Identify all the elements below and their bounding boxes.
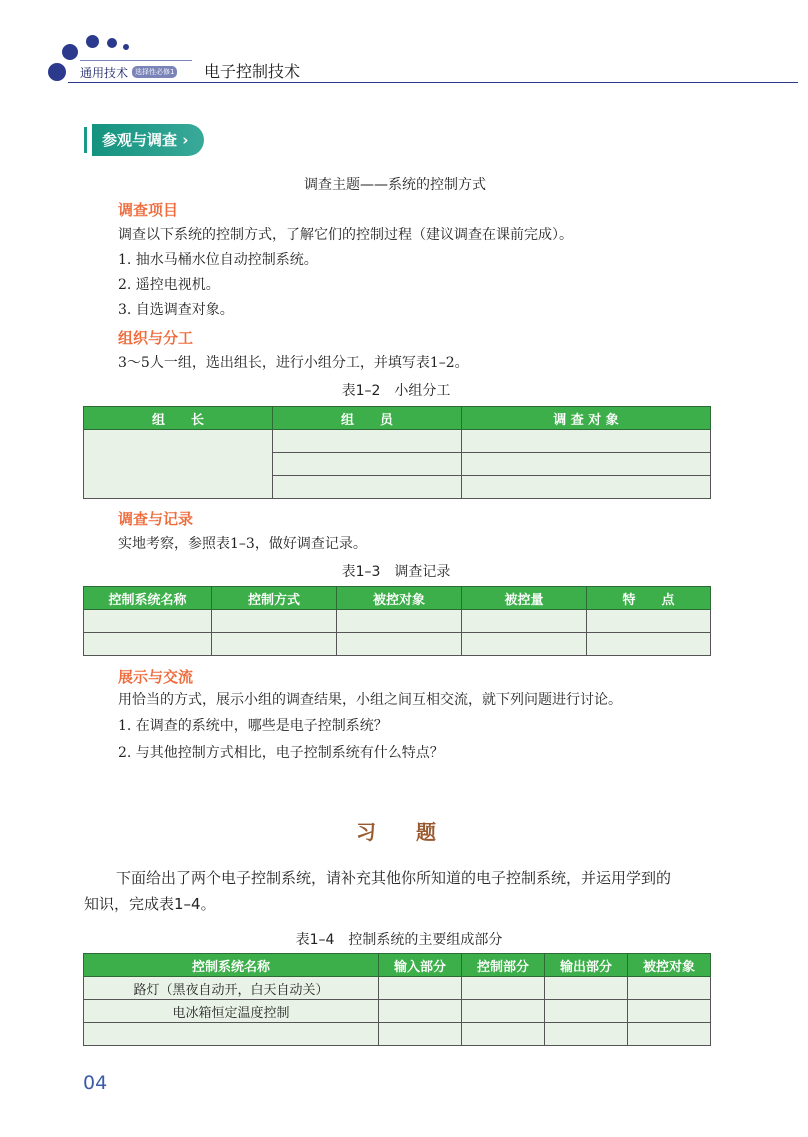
exercise-text-line2: 知识，完成表1–4。	[84, 895, 216, 913]
table-row	[84, 977, 711, 1000]
table-row	[84, 1000, 711, 1023]
column-header: 输入部分	[379, 954, 462, 977]
table-cell	[273, 453, 462, 476]
list-item: 3. 自选调查对象。	[118, 302, 234, 318]
section-tag	[84, 124, 204, 156]
table-cell	[462, 430, 711, 453]
heading-survey-items: 调查项目	[118, 201, 179, 219]
table-caption: 表1–2 小组分工	[341, 383, 451, 399]
table-cell	[273, 430, 462, 453]
page-number: 04	[83, 1072, 108, 1094]
components-table	[83, 953, 711, 1046]
column-header: 控制部分	[462, 954, 545, 977]
list-item: 2. 与其他控制方式相比，电子控制系统有什么特点？	[118, 745, 444, 761]
topic-title: 调查主题——系统的控制方式	[304, 177, 486, 193]
exercise-title: 习 题	[356, 820, 436, 844]
table-row	[84, 610, 711, 633]
column-header: 特 点	[587, 587, 711, 610]
column-header: 组 长	[84, 407, 273, 430]
table-cell	[273, 476, 462, 499]
table-row	[84, 633, 711, 656]
system-name-cell	[84, 1023, 379, 1046]
series-label: 通用技术	[80, 66, 129, 80]
organization-text: 3～5人一组，选出组长，进行小组分工，并填写表1–2。	[118, 355, 469, 371]
column-header: 控制方式	[212, 587, 337, 610]
column-header: 被控对象	[628, 954, 711, 977]
column-header: 控制系统名称	[84, 587, 212, 610]
record-text: 实地考察，参照表1–3，做好调查记录。	[118, 536, 367, 552]
series-badge: 选择性必修1	[132, 66, 177, 78]
exchange-text: 用恰当的方式，展示小组的调查结果，小组之间互相交流，就下列问题进行讨论。	[118, 692, 622, 708]
column-header: 被控量	[462, 587, 587, 610]
section-tag-label: 参观与调查	[102, 131, 178, 149]
list-item: 1. 抽水马桶水位自动控制系统。	[118, 252, 318, 268]
table-cell	[462, 453, 711, 476]
column-header: 调 查 对 象	[462, 407, 711, 430]
system-name-cell: 电冰箱恒定温度控制	[84, 1000, 379, 1023]
table-cell	[84, 430, 273, 499]
table-cell	[462, 476, 711, 499]
book-title: 电子控制技术	[204, 62, 301, 81]
column-header: 被控对象	[337, 587, 462, 610]
exercise-text-line1: 下面给出了两个电子控制系统，请补充其他你所知道的电子控制系统，并运用学到的	[116, 869, 672, 887]
column-header: 输出部分	[545, 954, 628, 977]
table-row	[84, 1023, 711, 1046]
group-table	[83, 406, 711, 499]
table-caption: 表1–3 调查记录	[341, 564, 451, 580]
system-name-cell: 路灯（黑夜自动开，白天自动关）	[84, 977, 379, 1000]
list-item: 1. 在调查的系统中，哪些是电子控制系统？	[118, 718, 388, 734]
heading-organization: 组织与分工	[118, 329, 194, 347]
heading-record: 调查与记录	[118, 510, 194, 528]
list-item: 2. 遥控电视机。	[118, 277, 220, 293]
chevron-right-icon: ›	[182, 131, 189, 149]
column-header: 控制系统名称	[84, 954, 379, 977]
column-header: 组 员	[273, 407, 462, 430]
table-caption: 表1–4 控制系统的主要组成部分	[295, 932, 503, 948]
heading-exchange: 展示与交流	[118, 668, 194, 686]
record-table	[83, 586, 711, 656]
survey-intro: 调查以下系统的控制方式，了解它们的控制过程（建议调查在课前完成）。	[118, 227, 573, 243]
